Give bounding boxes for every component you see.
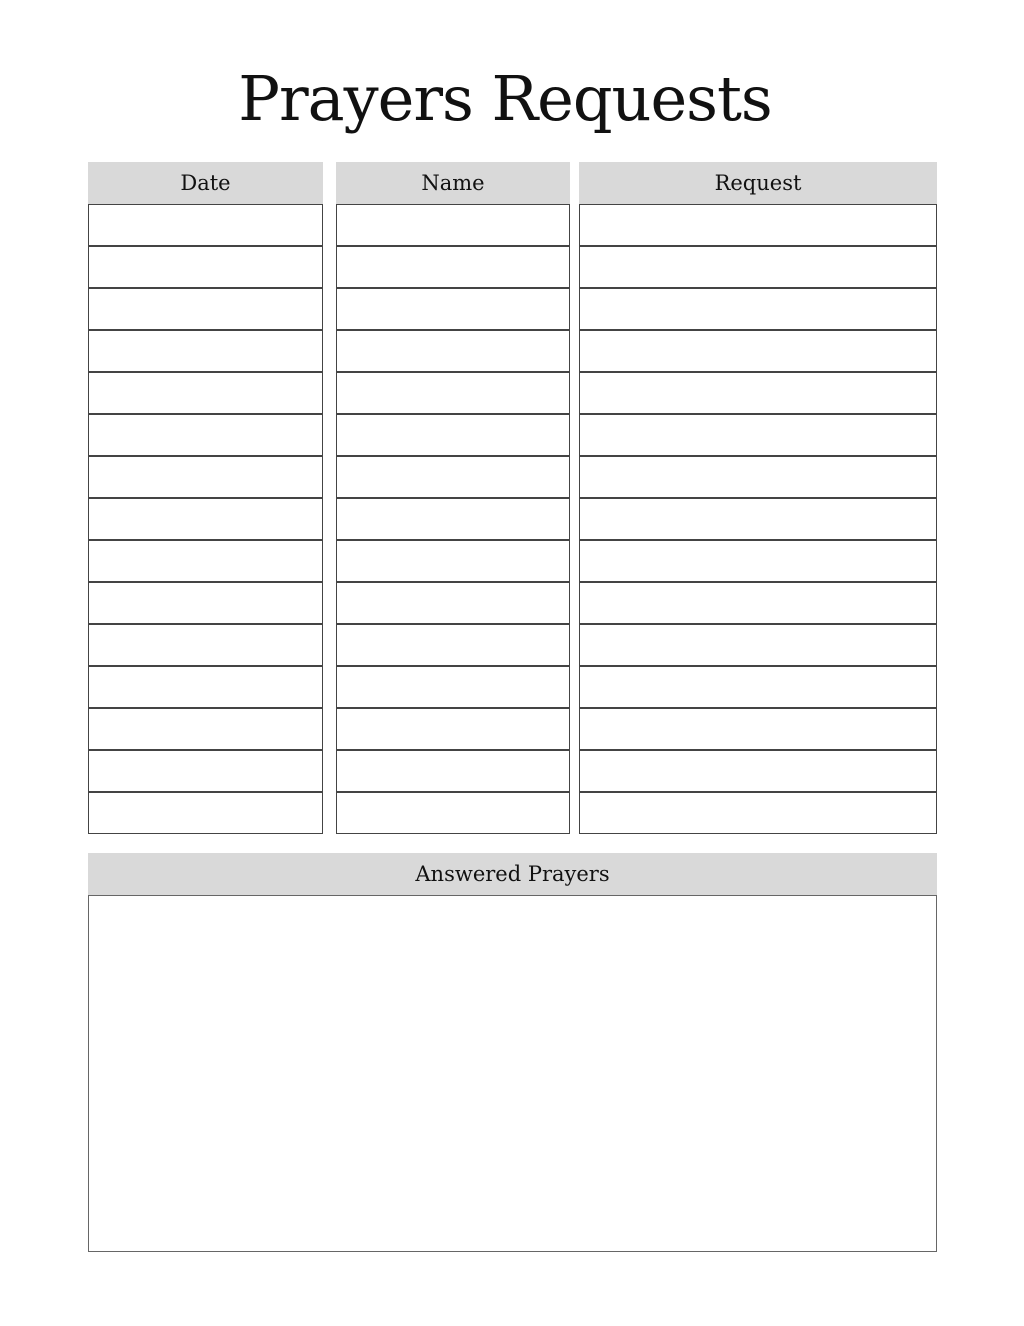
table-cell[interactable] bbox=[336, 540, 570, 582]
table-cell[interactable] bbox=[336, 792, 570, 834]
table-cell[interactable] bbox=[336, 624, 570, 666]
date-header: Date bbox=[88, 162, 323, 204]
table-cell[interactable] bbox=[88, 414, 323, 456]
table-cell[interactable] bbox=[336, 330, 570, 372]
request-column bbox=[579, 162, 937, 834]
table-cell[interactable] bbox=[579, 750, 937, 792]
table-cell[interactable] bbox=[88, 372, 323, 414]
table-cell[interactable] bbox=[579, 624, 937, 666]
table-cell[interactable] bbox=[579, 540, 937, 582]
table-cell[interactable] bbox=[579, 414, 937, 456]
table-cell[interactable] bbox=[88, 750, 323, 792]
table-cell[interactable] bbox=[336, 204, 570, 246]
table-cell[interactable] bbox=[579, 372, 937, 414]
name-header: Name bbox=[336, 162, 570, 204]
table-cell[interactable] bbox=[88, 204, 323, 246]
date-column bbox=[88, 162, 323, 834]
table-cell[interactable] bbox=[579, 204, 937, 246]
table-cell[interactable] bbox=[88, 540, 323, 582]
table-cell[interactable] bbox=[336, 372, 570, 414]
request-header: Request bbox=[579, 162, 937, 204]
answered-prayers-section bbox=[88, 853, 937, 1252]
page-title: Prayers Requests bbox=[238, 62, 772, 135]
table-cell[interactable] bbox=[336, 666, 570, 708]
table-cell[interactable] bbox=[88, 666, 323, 708]
table-cell[interactable] bbox=[579, 666, 937, 708]
table-cell[interactable] bbox=[579, 498, 937, 540]
table-cell[interactable] bbox=[88, 582, 323, 624]
table-cell[interactable] bbox=[579, 582, 937, 624]
table-cell[interactable] bbox=[579, 288, 937, 330]
table-cell[interactable] bbox=[336, 456, 570, 498]
table-cell[interactable] bbox=[88, 498, 323, 540]
table-cell[interactable] bbox=[88, 792, 323, 834]
table-cell[interactable] bbox=[88, 708, 323, 750]
answered-prayers-box[interactable] bbox=[88, 895, 937, 1252]
table-cell[interactable] bbox=[88, 246, 323, 288]
table-cell[interactable] bbox=[336, 750, 570, 792]
table-cell[interactable] bbox=[579, 246, 937, 288]
table-cell[interactable] bbox=[88, 456, 323, 498]
table-cell[interactable] bbox=[579, 330, 937, 372]
table-cell[interactable] bbox=[336, 414, 570, 456]
table-cell[interactable] bbox=[336, 498, 570, 540]
table-cell[interactable] bbox=[579, 792, 937, 834]
table-cell[interactable] bbox=[336, 708, 570, 750]
table-cell[interactable] bbox=[336, 582, 570, 624]
table-cell[interactable] bbox=[579, 708, 937, 750]
table-cell[interactable] bbox=[88, 330, 323, 372]
table-cell[interactable] bbox=[88, 624, 323, 666]
name-column bbox=[336, 162, 570, 834]
table-cell[interactable] bbox=[88, 288, 323, 330]
table-cell[interactable] bbox=[336, 246, 570, 288]
answered-prayers-header: Answered Prayers bbox=[88, 853, 937, 895]
table-cell[interactable] bbox=[336, 288, 570, 330]
table-cell[interactable] bbox=[579, 456, 937, 498]
